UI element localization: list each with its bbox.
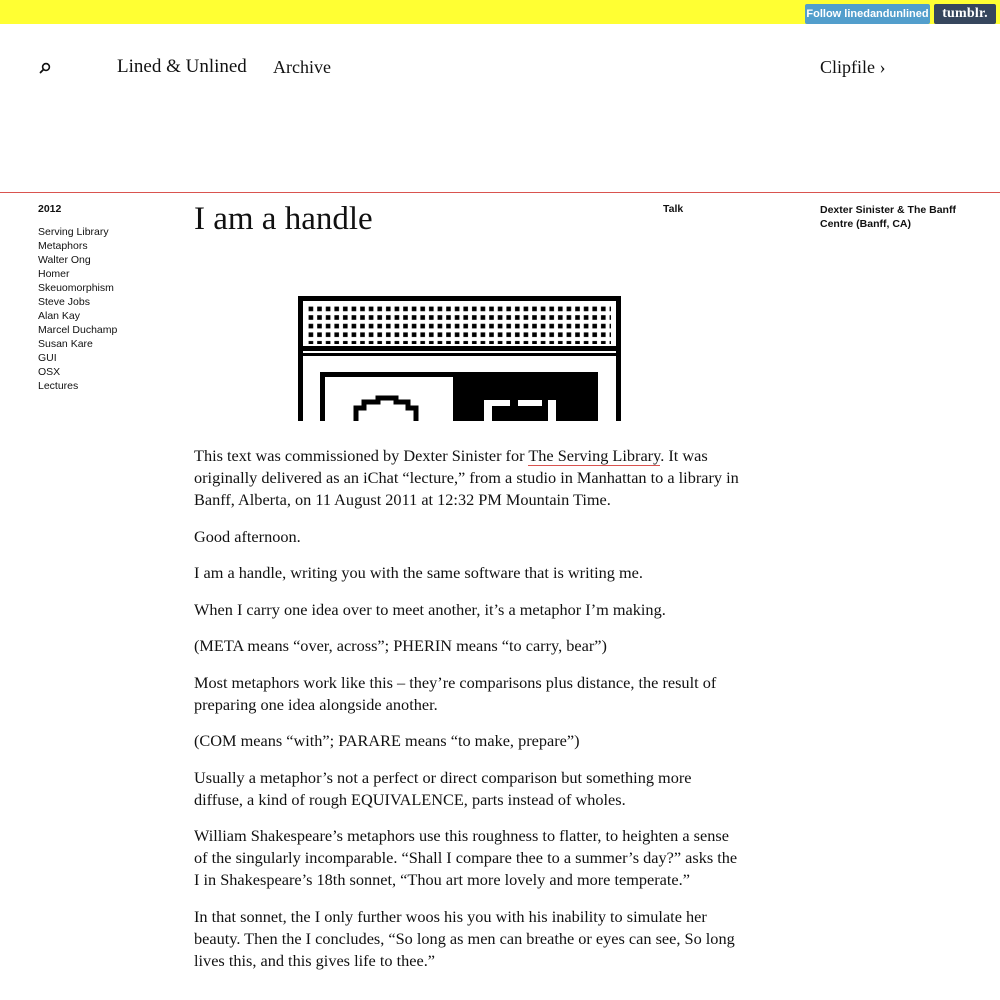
nav-archive-link[interactable]: Archive — [273, 57, 331, 77]
search-icon[interactable] — [38, 61, 52, 75]
post-title: I am a handle — [194, 201, 373, 237]
tag-link[interactable]: GUI — [38, 352, 57, 364]
body-paragraph: (COM means “with”; PARARE means “to make, prepare”) — [194, 731, 580, 750]
tag-link[interactable]: Serving Library — [38, 226, 109, 238]
post-type-label: Talk — [663, 203, 684, 215]
intro-paragraph — [194, 445, 739, 511]
post-source: Dexter Sinister & The Banff Centre (Banff, CA) — [820, 204, 956, 230]
body-paragraph: When I carry one idea over to meet another, it’s a metaphor I’m making. — [194, 599, 666, 619]
intro-text: This text was commissioned by Dexter Sinister for — [194, 446, 529, 465]
header-divider — [0, 192, 1000, 193]
body-paragraph: William Shakespeare’s metaphors use this roughness to flatter, to heighten a sense of the singularly incomparable. “Shall I compare thee to a summer’s day?” asks the I in Shakespeare’s 18th sonnet, “Thou art more lovely and more temperate.” — [194, 826, 738, 889]
body-paragraph: Good afternoon. — [194, 526, 301, 546]
tag-link[interactable]: Walter Ong — [38, 254, 91, 266]
site-title[interactable]: Lined & Unlined — [117, 56, 247, 77]
intro-text: . It was originally delivered as an iChat “lecture,” from a studio in Manhattan to a library in Banff, Alberta, on 11 August 2011 at 12:32 PM Mountain Time. — [194, 446, 739, 509]
serving-library-link[interactable]: The Serving Library — [528, 446, 661, 465]
nav-clipfile-link[interactable]: Clipfile › — [820, 57, 886, 77]
body-paragraph: In that sonnet, the I only further woos his you with his inability to simulate her beauty. Then the I concludes, “So long as men can breathe or eyes can see, So long lives this, and this gives life to thee.” — [194, 906, 735, 970]
tag-link[interactable]: Marcel Duchamp — [38, 324, 118, 336]
tag-link[interactable]: Alan Kay — [38, 310, 81, 322]
body-paragraph: Most metaphors work like this – they’re comparisons plus distance, the result of preparing one idea alongside another. — [194, 672, 717, 714]
tag-link[interactable]: Skeuomorphism — [38, 282, 114, 294]
follow-button[interactable]: Follow linedandunlined — [805, 4, 930, 24]
tag-link[interactable]: Metaphors — [38, 240, 88, 252]
body-paragraph: Usually a metaphor’s not a perfect or direct comparison but something more diffuse, a kind of rough EQUIVALENCE, parts instead of wholes. — [194, 767, 692, 809]
body-paragraph: I am a handle, writing you with the same software that is writing me. — [194, 563, 643, 582]
tag-link[interactable]: Susan Kare — [38, 338, 93, 350]
body-paragraph: (META means “over, across”; PHERIN means “to carry, bear”) — [194, 636, 607, 655]
tag-link[interactable]: Homer — [38, 268, 70, 280]
pixel-illustration — [298, 296, 621, 421]
top-bar — [0, 0, 1000, 24]
post-year: 2012 — [38, 203, 62, 215]
tag-link[interactable]: Steve Jobs — [38, 296, 90, 308]
tag-link[interactable]: OSX — [38, 366, 61, 378]
post-body — [194, 445, 739, 986]
tag-list — [38, 225, 117, 393]
tumblr-logo-button[interactable]: tumblr. — [934, 4, 996, 24]
tag-link[interactable]: Lectures — [38, 380, 79, 392]
